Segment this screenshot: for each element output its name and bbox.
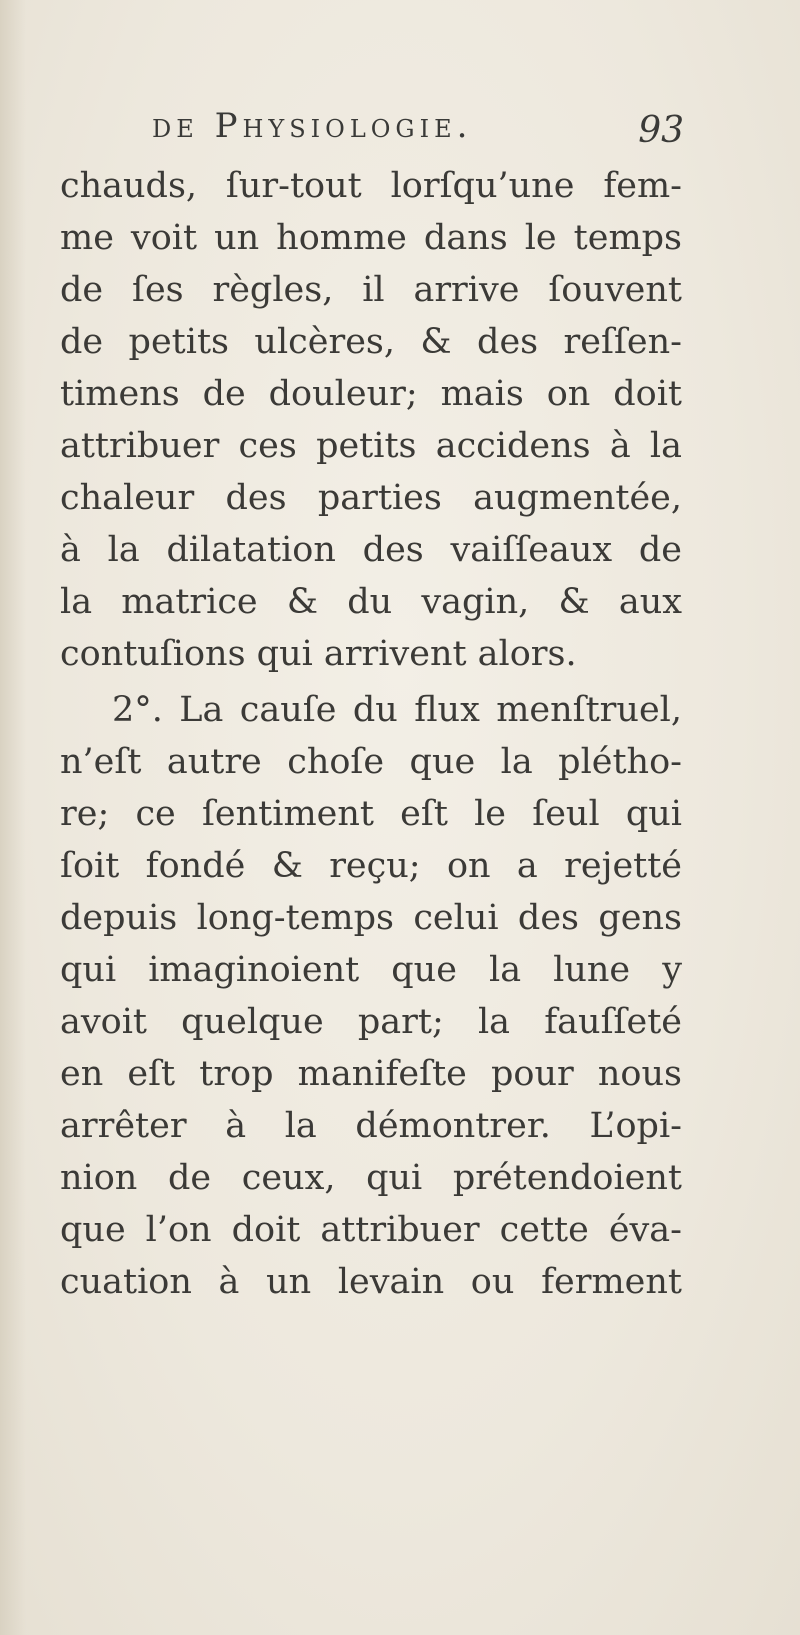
text-line: avoit quelque part; la fauſſeté (60, 1002, 682, 1042)
text-line: que l’on doit attribuer cette éva- (60, 1210, 682, 1250)
text-line: 2°. La cauſe du flux menſtruel, (112, 690, 682, 730)
text-line: chaleur des parties augmentée, (60, 478, 682, 518)
text-line: de petits ulcères, & des reſſen- (60, 322, 682, 362)
text-line: chauds, ſur-tout lorſqu’une fem- (60, 166, 682, 206)
paragraph-2 (60, 684, 682, 1308)
text-line: n’eſt autre choſe que la plétho- (60, 742, 682, 782)
text-line: arrêter à la démontrer. L’opi- (60, 1106, 682, 1146)
text-line: en eſt trop manifeſte pour nous (60, 1054, 682, 1094)
body-text (60, 160, 682, 1308)
text-line: à la dilatation des vaiſſeaux de (60, 530, 682, 570)
page-header (152, 100, 692, 160)
running-title: de Physiologie. (152, 106, 473, 146)
text-line: depuis long-temps celui des gens (60, 898, 682, 938)
text-line: de ſes règles, il arrive ſouvent (60, 270, 682, 310)
text-line: timens de douleur; mais on doit (60, 374, 682, 414)
text-line: cuation à un levain ou ferment (60, 1262, 682, 1302)
text-line: me voit un homme dans le temps (60, 218, 682, 258)
text-line: attribuer ces petits accidens à la (60, 426, 682, 466)
text-line: nion de ceux, qui prétendoient (60, 1158, 682, 1198)
text-line: qui imaginoient que la lune y (60, 950, 682, 990)
text-line: ſoit fondé & reçu; on a rejetté (60, 846, 682, 886)
text-line: la matrice & du vagin, & aux (60, 582, 682, 622)
text-line: contuſions qui arrivent alors. (60, 634, 577, 674)
text-line: re; ce ſentiment eſt le ſeul qui (60, 794, 682, 834)
paragraph-1 (60, 160, 682, 680)
page-number: 93 (638, 110, 684, 151)
